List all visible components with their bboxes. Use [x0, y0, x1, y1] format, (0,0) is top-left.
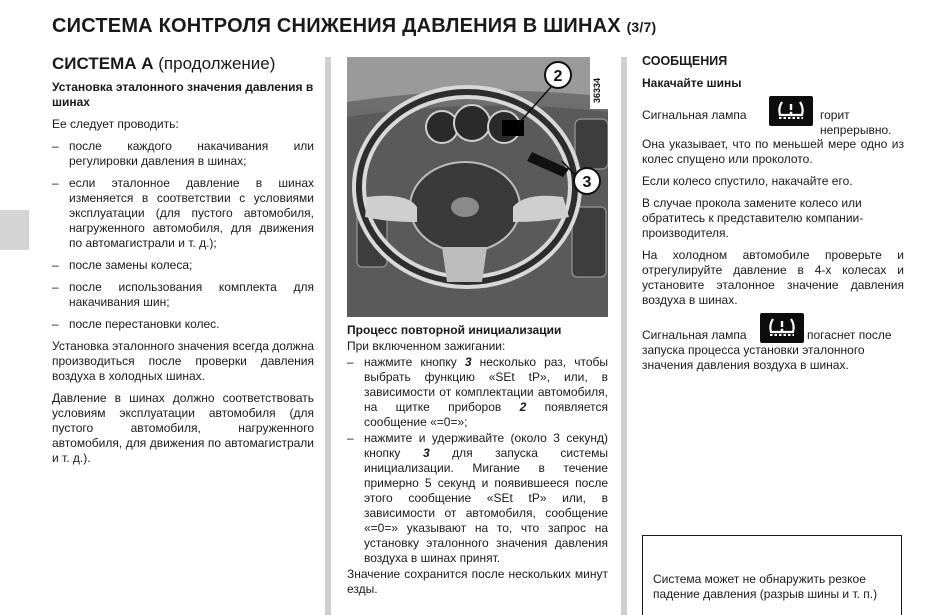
column-3 [642, 54, 904, 372]
column-2 [347, 323, 608, 604]
lamp-1-after: горит непрерывно. [820, 108, 892, 137]
column-1-intro: Ее следует проводить: [52, 117, 179, 131]
column-3-paragraph: Если колесо спустило, накачайте его. [642, 174, 853, 188]
list-item: – после использования комплекта для накачивания шин; [52, 280, 314, 310]
list-item: – после замены колеса; [52, 258, 314, 273]
column-3-paragraph: Она указывает, что по меньшей мере одно из колес спущено или проколото. [642, 137, 904, 166]
steering-wheel-illustration [347, 57, 608, 317]
column-3-paragraph: В случае прокола замените колесо или обратитесь к представителю компании-производителя. [642, 196, 864, 240]
list-item: – нажмите кнопку 3 несколько раз, чтобы выбрать функцию «SEt tP», или, в зависимости от комплектации автомобиля, на щитке приборов 2 появляется сообщение «=0=»; [347, 355, 608, 430]
side-tab-marker [0, 210, 29, 250]
column-divider-1 [325, 57, 331, 615]
lamp-1-row [642, 97, 904, 137]
list-item: – если эталонное давление в шинах изменяется в соответствии с условиями эксплуатации (для пустого автомобиля, нагруженного автомобиля, для движения по автомагистрали и т. д.); [52, 176, 314, 251]
section-title [52, 54, 275, 74]
column-2-heading: Процесс повторной инициализации [347, 323, 562, 337]
note-box [642, 535, 902, 615]
list-item: – после перестановки колес. [52, 317, 314, 332]
callout-3 [574, 168, 600, 194]
column-2-intro: При включенном зажигании: [347, 339, 506, 353]
column-divider-2 [621, 57, 627, 615]
column-1-heading: Установка эталонного значения давления в шинах [52, 80, 314, 109]
column-3-paragraph: На холодном автомобиле проверьте и отрегулируйте давление в 4-х колесах и установите эталонное значение давления воздуха в шинах. [642, 248, 904, 307]
callout-2 [545, 62, 571, 88]
column-2-outro: Значение сохранится после нескольких минут езды. [347, 567, 608, 596]
column-1 [52, 80, 314, 473]
callout-3-label: 3 [582, 174, 592, 191]
list-item: – после каждого накачивания или регулировки давления в шинах; [52, 139, 314, 169]
steering-wheel-photo [347, 57, 608, 317]
column-1-paragraph: Установка эталонного значения всегда должна производиться после проверки давления воздуха в холодных шинах. [52, 339, 314, 383]
instrument-panel-display [502, 120, 524, 136]
page-number: (3/7) [626, 19, 657, 35]
list-item: – нажмите и удерживайте (около 3 секунд) кнопку 3 для запуска системы инициализации. Мигание в течение примерно 5 секунд и появившееся после этого сообщение «SEt tP» или, в зависимости от автомобиля, сообщение «=0=» указывают на то, что запрос на установку эталонного значения давления воздуха в шинах принят. [347, 431, 608, 566]
page-title [52, 15, 656, 38]
lamp-2-row [642, 316, 904, 372]
tyre-pressure-warning-icon [769, 96, 813, 126]
column-1-paragraph: Давление в шинах должно соответствовать условиям эксплуатации автомобиля (для пустого автомобиля, нагруженного автомобиля, для движения по автомагистрали и т. д.). [52, 391, 314, 465]
lamp-2-after: погаснет после запуска процесса установки эталонного значения давления воздуха в шинах. [642, 328, 892, 372]
lamp-1-before: Сигнальная лампа [642, 108, 747, 122]
section-title-main: СИСТЕМА А [52, 54, 154, 73]
figure-code: 36334 [592, 77, 602, 103]
column-3-heading: СООБЩЕНИЯ [642, 54, 728, 68]
section-title-sub: (продолжение) [158, 54, 276, 73]
note-text: Система может не обнаружить резкое падение давления (разрыв шины и т. п.) [653, 572, 878, 601]
callout-2-label: 2 [553, 68, 563, 85]
page-title-text: СИСТЕМА КОНТРОЛЯ СНИЖЕНИЯ ДАВЛЕНИЯ В ШИНАХ [52, 15, 621, 37]
column-3-subheading: Накачайте шины [642, 76, 742, 90]
lamp-2-before: Сигнальная лампа [642, 328, 747, 342]
